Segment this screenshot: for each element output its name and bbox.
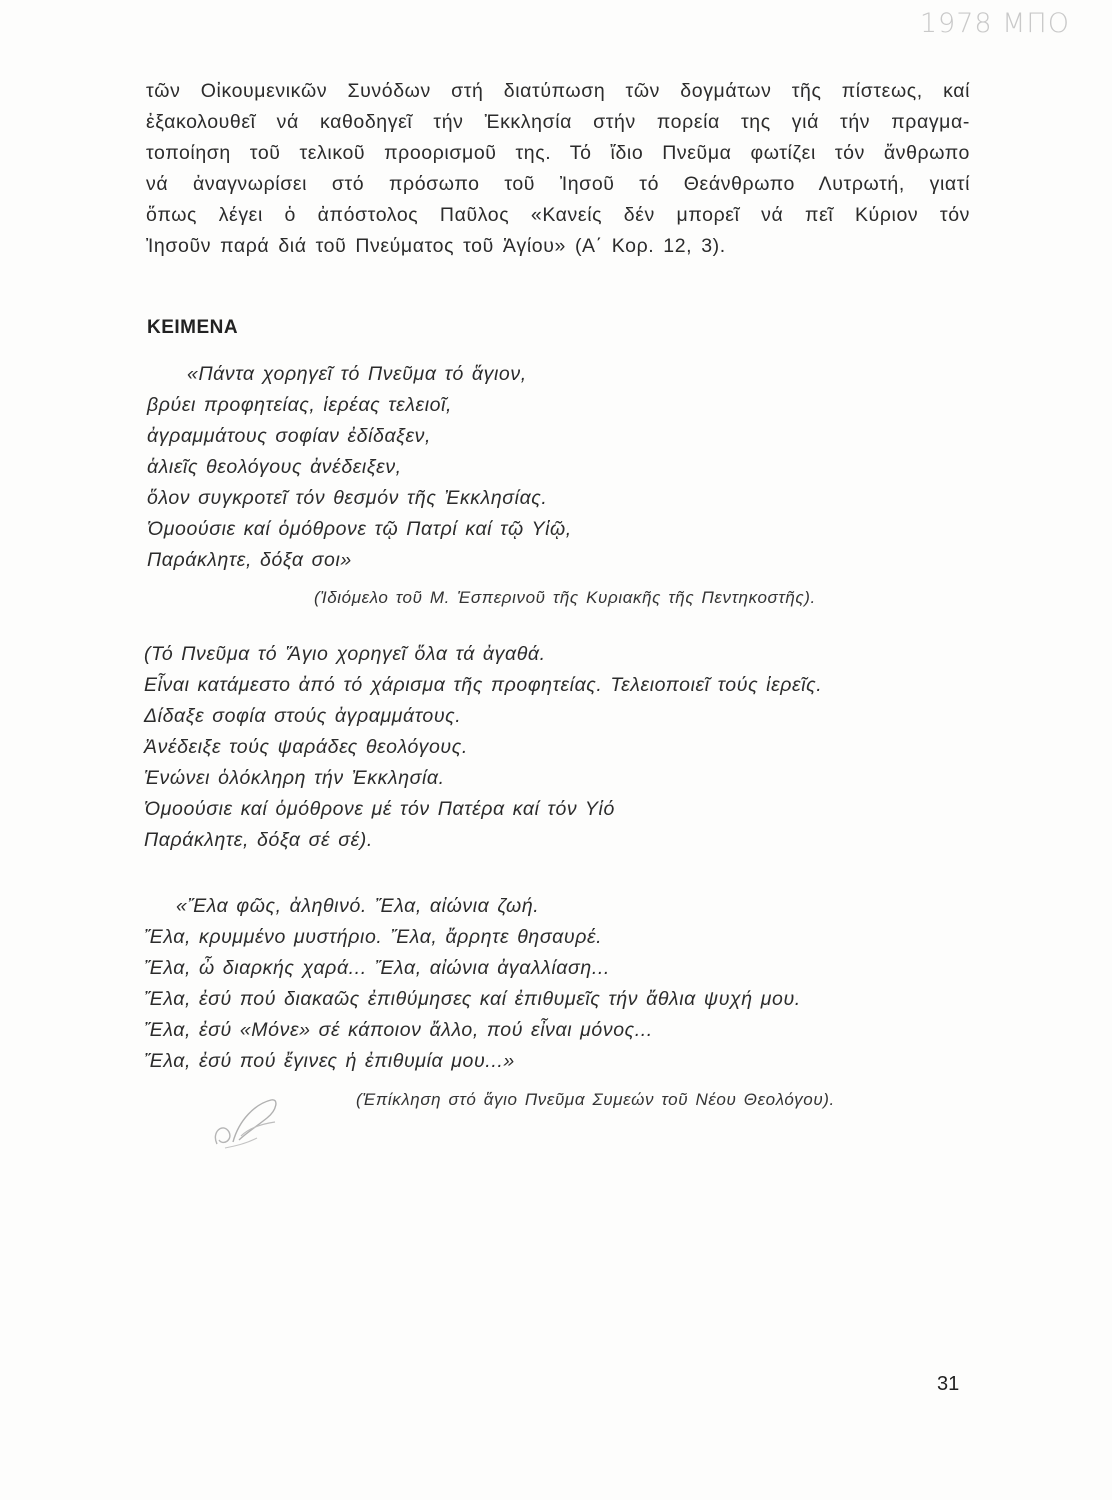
hymn-quote	[147, 359, 572, 576]
hymn-line: βρύει προφητείας, ἱερέας τελειοῖ,	[147, 394, 453, 416]
hymn-line: ἁλιεῖς θεολόγους ἀνέδειξεν,	[147, 456, 402, 478]
translation-line: Ἀνέδειξε τούς ψαράδες θεολόγους.	[144, 736, 468, 758]
translation-line: Δίδαξε σοφία στούς ἀγραμμάτους.	[144, 705, 462, 727]
body-paragraph	[146, 76, 970, 262]
translation-line: Ὁμοούσιε καί ὁμόθρονε μέ τόν Πατέρα καί τόν Υἱό	[144, 798, 615, 820]
translation-line: (Τό Πνεῦμα τό Ἅγιο χορηγεῖ ὅλα τά ἀγαθά.	[144, 643, 546, 665]
hymn-source: (Ἰδιόμελο τοῦ Μ. Ἑσπερινοῦ τῆς Κυριακῆς τῆς Πεντηκοστῆς).	[314, 588, 816, 607]
prayer-line: Ἔλα, ἐσύ πού διακαῶς ἐπιθύμησες καί ἐπιθυμεῖς τήν ἄθλια ψυχή μου.	[144, 988, 801, 1010]
body-line: τοποίηση τοῦ τελικοῦ προορισμοῦ της. Τό ἴδιο Πνεῦμα φωτίζει τόν ἄνθρωπο	[146, 142, 970, 164]
body-line: ὅπως λέγει ὁ ἀπόστολος Παῦλος «Κανείς δέν μπορεῖ νά πεῖ Κύριον τόν	[146, 204, 970, 226]
prayer-quote	[144, 891, 801, 1077]
hymn-line: Παράκλητε, δόξα σοι»	[147, 549, 352, 571]
prayer-line: Ἔλα, κρυμμένο μυστήριο. Ἔλα, ἄρρητε θησαυρέ.	[144, 926, 603, 948]
body-line: τῶν Οἰκουμενικῶν Συνόδων στή διατύπωση τῶν δογμάτων τῆς πίστεως, καί	[146, 80, 970, 102]
page-number: 31	[937, 1373, 960, 1395]
pencil-scribble	[205, 1092, 295, 1152]
prayer-line: Ἔλα, ἐσύ «Μόνε» σέ κάποιον ἄλλο, πού εἶναι μόνος...	[144, 1019, 653, 1041]
prayer-line: Ἔλα, ὦ διαρκής χαρά... Ἔλα, αἰώνια ἀγαλλίαση...	[144, 957, 610, 979]
translation-line: Παράκλητε, δόξα σέ σέ).	[144, 829, 373, 851]
archive-mark: 1978 ΜΠΟ	[919, 8, 1070, 39]
hymn-translation	[144, 639, 822, 856]
body-line: Ἰησοῦν παρά διά τοῦ Πνεύματος τοῦ Ἁγίου» (Α΄ Κορ. 12, 3).	[146, 235, 726, 257]
body-line: νά ἀναγνωρίσει στό πρόσωπο τοῦ Ἰησοῦ τό Θεάνθρωπο Λυτρωτή, γιατί	[146, 173, 970, 195]
hymn-line: «Πάντα χορηγεῖ τό Πνεῦμα τό ἅγιον,	[187, 363, 527, 385]
hymn-line: ἀγραμμάτους σοφίαν ἐδίδαξεν,	[147, 425, 432, 447]
prayer-source: (Ἐπίκληση στό ἅγιο Πνεῦμα Συμεών τοῦ Νέου Θεολόγου).	[356, 1090, 835, 1109]
translation-line: Εἶναι κατάμεστο ἀπό τό χάρισμα τῆς προφητείας. Τελειοποιεῖ τούς ἱερεῖς.	[144, 674, 823, 696]
section-heading: ΚΕΙΜΕΝΑ	[147, 317, 239, 338]
prayer-line: «Ἔλα φῶς, ἀληθινό. Ἔλα, αἰώνια ζωή.	[176, 895, 540, 917]
body-line: ἐξακολουθεῖ νά καθοδηγεῖ τήν Ἐκκλησία στήν πορεία της γιά τήν πραγμα-	[146, 111, 970, 133]
translation-line: Ἑνώνει ὁλόκληρη τήν Ἐκκλησία.	[144, 767, 445, 789]
prayer-line: Ἔλα, ἐσύ πού ἔγινες ἡ ἐπιθυμία μου...»	[144, 1050, 515, 1072]
hymn-line: ὅλον συγκροτεῖ τόν θεσμόν τῆς Ἐκκλησίας.	[147, 487, 548, 509]
hymn-line: Ὁμοούσιε καί ὁμόθρονε τῷ Πατρί καί τῷ Υἱῷ,	[147, 518, 572, 540]
